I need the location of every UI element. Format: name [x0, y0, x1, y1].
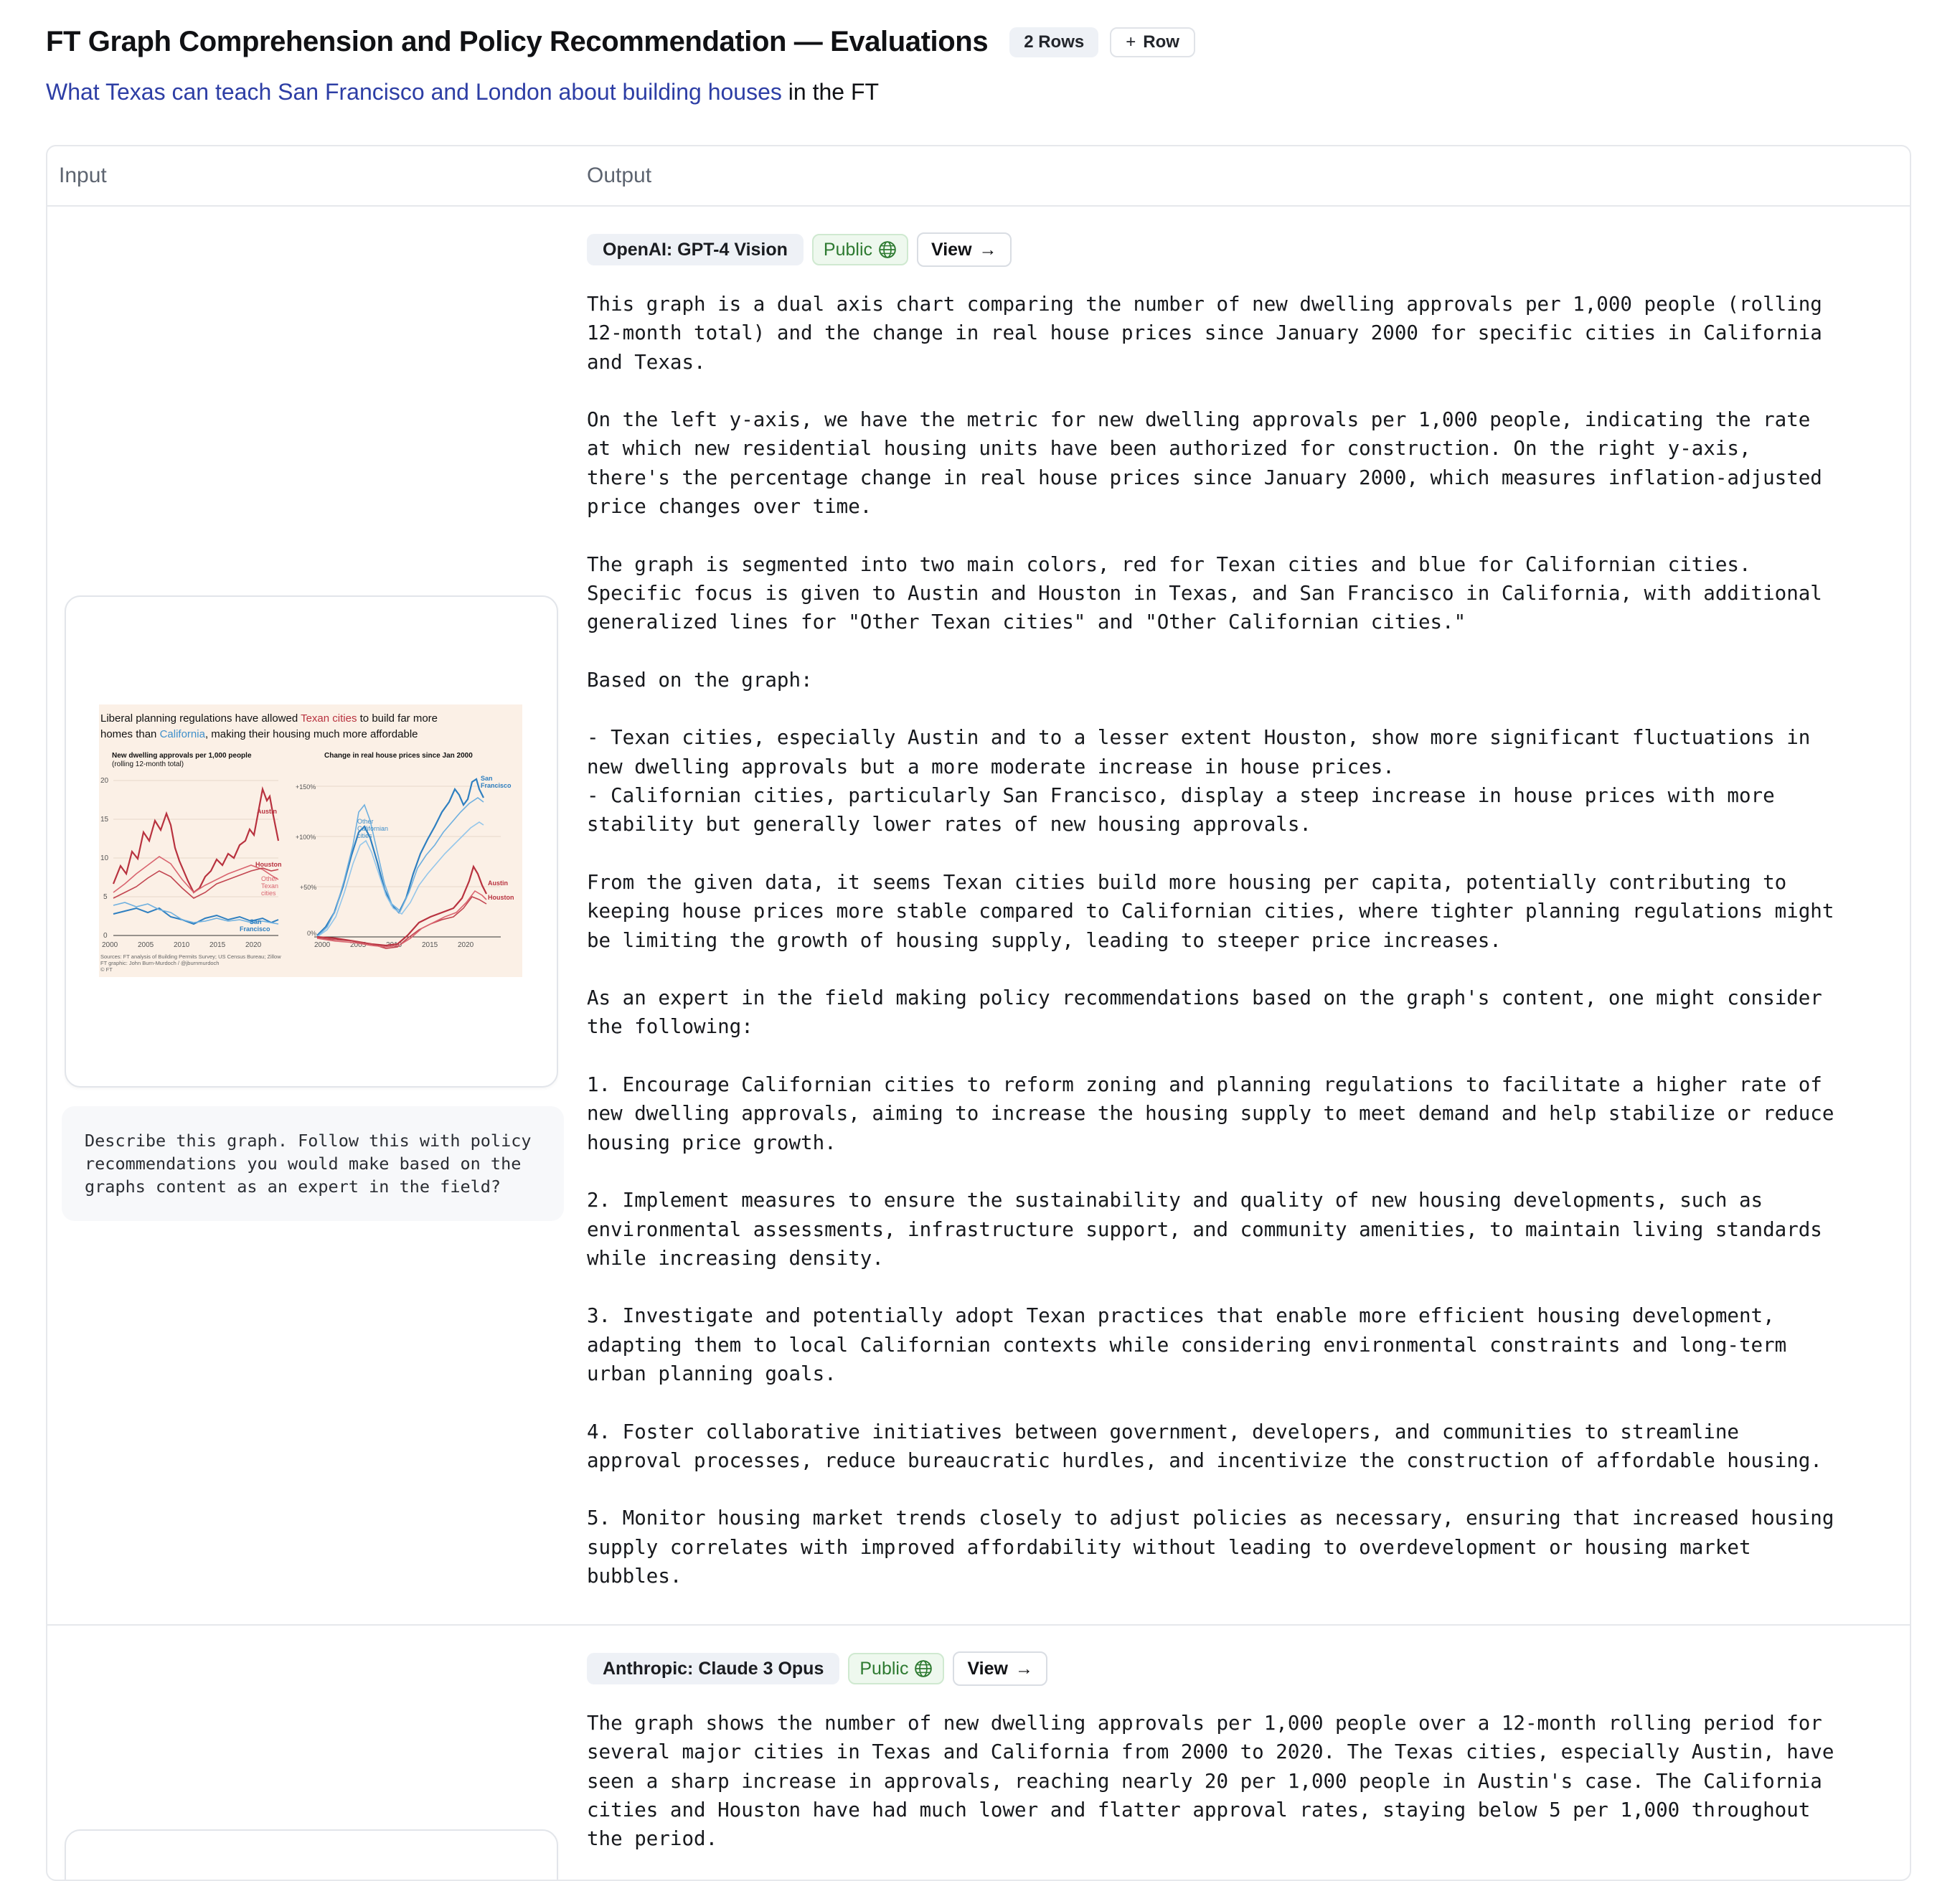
right-ytick: 0% — [307, 930, 317, 937]
right-xtick: 2005 — [350, 941, 367, 949]
left-xtick: 2020 — [245, 941, 262, 949]
label-other-texan: Other — [261, 875, 278, 882]
view-label: View — [967, 1658, 1008, 1679]
view-button[interactable] — [953, 1651, 1047, 1686]
left-ytick: 20 — [100, 777, 109, 785]
label-sf: San — [250, 918, 262, 925]
label-other-ca: cities — [357, 832, 372, 839]
label-austin: Austin — [488, 880, 508, 887]
right-xtick: 2015 — [422, 941, 438, 949]
label-other-texan: cities — [261, 890, 276, 897]
chart-source: © FT — [100, 966, 113, 973]
visibility-label: Public — [823, 239, 873, 260]
globe-icon — [878, 240, 897, 259]
output-paragraph: As an expert in the field making policy recommendations based on the graph's content, one might consider the following: — [587, 986, 1822, 1039]
add-row-button[interactable] — [1110, 27, 1195, 57]
arrow-right-icon: → — [1014, 1658, 1033, 1679]
left-panel-subtitle: (rolling 12-month total) — [112, 760, 184, 768]
right-panel-title: Change in real house prices since Jan 2000 — [324, 752, 473, 760]
page-title: FT Graph Comprehension and Policy Recommendation — Evaluations — [46, 26, 989, 57]
table-row — [47, 1624, 1910, 1881]
chart-headline-line1: Liberal planning regulations have allowed Texan cities to build far more — [100, 712, 438, 725]
output-header — [587, 1651, 1047, 1686]
page-header — [46, 26, 1195, 58]
label-sf: Francisco — [240, 925, 270, 933]
right-ytick: +150% — [296, 783, 316, 791]
left-ytick: 10 — [100, 854, 109, 862]
left-xtick: 2010 — [174, 941, 190, 949]
label-other-texan: Texan — [261, 882, 279, 890]
right-ytick: +50% — [300, 884, 317, 891]
model-name-badge: OpenAI: GPT-4 Vision — [587, 234, 804, 265]
chart-source: FT graphic: John Burn-Murdoch / @jburnmurdoch — [100, 960, 220, 966]
chart-source: Sources: FT analysis of Building Permits Survey; US Census Bureau; Zillow — [100, 953, 281, 960]
input-image-card[interactable] — [65, 1829, 558, 1881]
output-paragraph: This graph is a dual axis chart comparing the number of new dwelling approvals per 1,000 people (rolling 12-month total) and the change in real house prices since January 2000 for specific cities in California and Texas. — [587, 293, 1822, 374]
output-paragraph: The graph shows the number of new dwelling approvals per 1,000 people over a 12-month rolling period for several major cities in Texas and California from 2000 to 2020. The Texas cities, especially Austin, have seen a sharp increase in approvals, reaching nearly 20 per 1,000 people in Austin's case. The California cities and Houston have had much lower and flatter approval rates, staying below 5 per 1,000 throughout the period. — [587, 1712, 1834, 1851]
visibility-label: Public — [859, 1658, 909, 1679]
output-paragraph: 1. Encourage Californian cities to reform zoning and planning regulations to facilitate a higher rate of new dwelling approvals, aiming to increase the housing supply to meet demand and help stabilize or reduce housing price growth. — [587, 1073, 1834, 1154]
column-header-output: Output — [587, 164, 652, 187]
left-ytick: 15 — [100, 816, 109, 824]
output-paragraph: The graph is segmented into two main colors, red for Texan cities and blue for Californian cities. Specific focus is given to Austin and Houston in Texas, and San Francisco in California, with additional generalized lines for "Other Texan cities" and "Other Californian cities." — [587, 552, 1822, 634]
rows-count-badge: 2 Rows — [1009, 27, 1098, 57]
label-austin: Austin — [257, 808, 277, 815]
right-xtick: 2000 — [314, 941, 331, 949]
evaluation-table — [46, 145, 1911, 1881]
input-prompt: Describe this graph. Follow this with policy recommendations you would make based on the graphs content as an expert in the field? — [62, 1106, 564, 1221]
subtitle-suffix: in the FT — [788, 79, 880, 105]
output-paragraph: Based on the graph: — [587, 668, 813, 692]
plus-icon: + — [1126, 32, 1136, 52]
output-paragraph: - Texan cities, especially Austin and to a lesser extent Houston, show more significant fluctuations in new dwelling approvals but a more moderate increase in house prices. - Californian cities, particularly San Francisco, display a steep increase in house prices with more stability but generally lower rates of new housing approvals. — [587, 726, 1811, 836]
right-xtick: 2020 — [458, 941, 474, 949]
page-subtitle — [46, 79, 879, 105]
arrow-right-icon: → — [979, 239, 997, 260]
view-button[interactable] — [917, 232, 1012, 267]
input-image-card[interactable] — [65, 595, 558, 1088]
right-xtick: 2010 — [386, 941, 402, 949]
right-ytick: +100% — [296, 834, 316, 841]
model-name-badge: Anthropic: Claude 3 Opus — [587, 1653, 839, 1684]
column-header-input: Input — [59, 164, 107, 187]
left-ytick: 0 — [103, 932, 108, 940]
output-paragraph: 3. Investigate and potentially adopt Texan practices that enable more efficient housing development, adapting them to local Californian contexts while considering environmental constraints and long-term urban planning goals. — [587, 1304, 1787, 1385]
output-paragraph: 5. Monitor housing market trends closely to adjust policies as necessary, ensuring that increased housing supply correlates with improved affordability without leading to overdevelopment or housing market bubbles. — [587, 1507, 1834, 1588]
left-panel-title: New dwelling approvals per 1,000 people — [112, 752, 252, 760]
article-link[interactable]: What Texas can teach San Francisco and London about building houses — [46, 79, 782, 105]
output-paragraph: On the left y-axis, we have the metric for new dwelling approvals per 1,000 people, indicating the rate at which new residential housing units have been authorized for construction. On the right y-axis, there's the percentage change in real house prices since January 2000, which measures inflation-adjusted price changes over time. — [587, 408, 1822, 519]
label-sf: Francisco — [481, 782, 512, 789]
left-xtick: 2005 — [138, 941, 154, 949]
output-paragraph: From the given data, it seems Texan cities build more housing per capita, potentially contributing to keeping house prices more stable compared to Californian cities, where tighter planning regulations might be limiting the growth of housing supply, leading to steeper price increases. — [587, 870, 1834, 952]
label-houston: Houston — [255, 861, 282, 868]
table-row — [47, 207, 1910, 1624]
output-header — [587, 232, 1012, 267]
ft-housing-chart — [99, 704, 522, 977]
left-ytick: 5 — [103, 893, 108, 901]
left-xtick: 2000 — [102, 941, 118, 949]
view-label: View — [931, 239, 972, 260]
visibility-badge — [812, 234, 908, 265]
add-row-label: Row — [1143, 32, 1179, 52]
table-header — [47, 146, 1910, 207]
label-houston: Houston — [488, 894, 514, 901]
visibility-badge — [848, 1653, 944, 1684]
label-other-ca: Other — [357, 818, 374, 825]
globe-icon — [914, 1659, 933, 1678]
label-sf: San — [481, 775, 493, 782]
output-text — [587, 1709, 1900, 1881]
left-xtick: 2015 — [209, 941, 226, 949]
output-paragraph: 4. Foster collaborative initiatives between government, developers, and communities to streamline approval processes, reduce bureaucratic hurdles, and incentivize the construction of affordable housing. — [587, 1420, 1822, 1472]
chart-headline-line2: homes than California, making their housing much more affordable — [100, 728, 418, 740]
label-other-ca: Californian — [357, 825, 389, 832]
output-paragraph: 2. Implement measures to ensure the sustainability and quality of new housing developments, such as environmental assessments, infrastructure support, and community amenities, to maintain living standards while increasing density. — [587, 1189, 1822, 1270]
output-text — [587, 290, 1900, 1620]
